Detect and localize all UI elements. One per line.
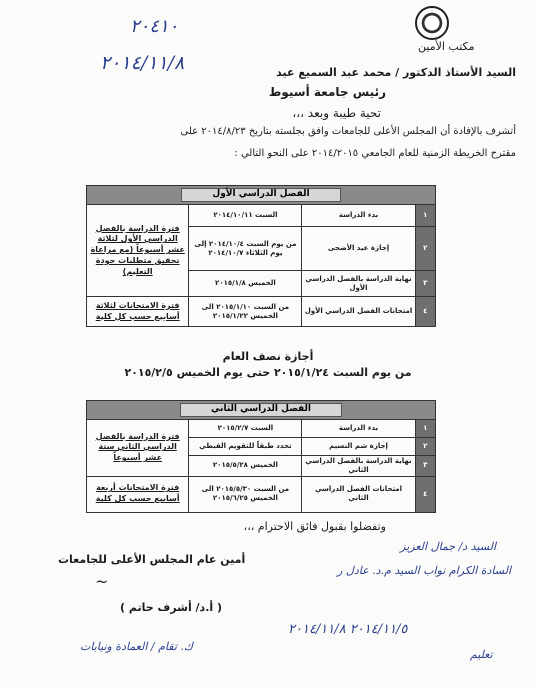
midyear-heading: أجازة نصف العام — [222, 350, 314, 363]
term1-title-band: الفصل الدراسي الأول — [87, 186, 436, 205]
table-cell-date: الخميس ٢٠١٥/٥/٢٨ — [189, 456, 302, 477]
term2-exams-note: فترة الامتحانات أربعة أسابيع حسب كل كلية — [87, 476, 189, 512]
table-cell-event: امتحانات الفصل الدراسي الأول — [302, 297, 415, 327]
handwritten-date-bottom: ٢٠١٤/١١/٥ ٢٠١٤/١١/٨ — [288, 622, 408, 637]
table-cell-date: الخميس ٢٠١٥/١/٨ — [189, 271, 302, 297]
greeting: تحية طيبة وبعد ،،، — [292, 106, 381, 120]
midyear-dates: من يوم السبت ٢٠١٥/١/٢٤ حتى يوم الخميس ٢٠١٥/٢/٥ — [124, 366, 412, 379]
handwritten-date: ٢٠١٤/١١/٨ — [100, 52, 185, 74]
table-row-number: ٤ — [415, 476, 435, 512]
term2-table — [86, 400, 436, 513]
ministry-logo — [415, 6, 449, 40]
term1-study-note: فترة الدراسة بالفصل الدراسي الأول لثلاثة عشر أسبوعاً (مع مراعاة تحقيق متطلبات جودة التعليم) — [87, 205, 189, 297]
table-row-number: ٢ — [415, 438, 435, 456]
table-row-number: ٤ — [415, 297, 435, 327]
table-cell-event: بدء الدراسة — [302, 205, 415, 227]
handwritten-note-bottom-right: تعليم — [470, 648, 493, 661]
term1-table — [86, 185, 436, 327]
table-cell-event: بدء الدراسة — [302, 420, 415, 438]
recipient-title: رئيس جامعة أسيوط — [268, 85, 386, 99]
table-cell-date: السبت ٢٠١٤/١٠/١١ — [189, 205, 302, 227]
table-row-number: ١ — [415, 205, 435, 227]
handwritten-number: ٢٠٤١٠ — [130, 16, 179, 37]
table-row-number: ١ — [415, 420, 435, 438]
handwritten-note-1: السيد د/ جمال العزيز — [400, 540, 496, 553]
body-line-1: أتشرف بالإفادة أن المجلس الأعلى للجامعات وافق بجلسته بتاريخ ٢٠١٤/٨/٢٣ على — [180, 126, 516, 137]
table-row-number: ٣ — [415, 456, 435, 477]
term2-title-band: الفصل الدراسي الثاني — [87, 401, 436, 420]
closing-line: وتفضلوا بقبول فائق الاحترام ،،، — [243, 520, 386, 533]
table-cell-date: من السبت ٢٠١٥/٥/٣٠ الى الخميس ٢٠١٥/٦/٢٥ — [189, 476, 302, 512]
table-cell-date: السبت ٢٠١٥/٢/٧ — [189, 420, 302, 438]
table-cell-event: إجازة شم النسيم — [302, 438, 415, 456]
body-line-2: مقترح الخريطة الزمنية للعام الجامعي ٢٠١٤/٢٠١٥ على النحو التالي : — [234, 148, 516, 159]
signature-title: أمين عام المجلس الأعلى للجامعات — [58, 553, 246, 566]
handwritten-note-2: السادة الكرام نواب السيد م.د. عادل ر — [337, 564, 511, 577]
table-row-number: ٢ — [415, 227, 435, 271]
table-cell-event: نهاية الدراسة بالفصل الدراسي الثاني — [302, 456, 415, 477]
recipient: السيد الأستاذ الدكتور / محمد عبد السميع عيد — [276, 66, 516, 79]
table-cell-date: من السبت ٢٠١٥/١/١٠ الى الخميس ٢٠١٥/١/٢٢ — [189, 297, 302, 327]
signature-scribble: ~ — [95, 572, 109, 591]
term1-exams-note: فترة الامتحانات لثلاثة أسابيع حسب كل كلية — [87, 297, 189, 327]
term2-study-note: فترة الدراسة بالفصل الدراسي الثاني ستة عشر أسبوعاً — [87, 420, 189, 477]
table-cell-date: تحدد طبقاً للتقويم القبطي — [189, 438, 302, 456]
table-cell-event: امتحانات الفصل الدراسي الثاني — [302, 476, 415, 512]
signature-name: ( أ.د/ أشرف حاتم ) — [120, 601, 223, 614]
table-cell-event: نهاية الدراسة بالفصل الدراسي الأول — [302, 271, 415, 297]
handwritten-note-bottom-left: ك. تقام / العمادة ونيابات — [80, 640, 193, 653]
table-cell-date: من يوم السبت ٢٠١٤/١٠/٤ إلى يوم الثلاثاء ٢٠١٤/١٠/٧ — [189, 227, 302, 271]
table-cell-event: إجازة عيد الأضحى — [302, 227, 415, 271]
table-row-number: ٣ — [415, 271, 435, 297]
office-label: مكتب الأمين — [418, 40, 475, 53]
